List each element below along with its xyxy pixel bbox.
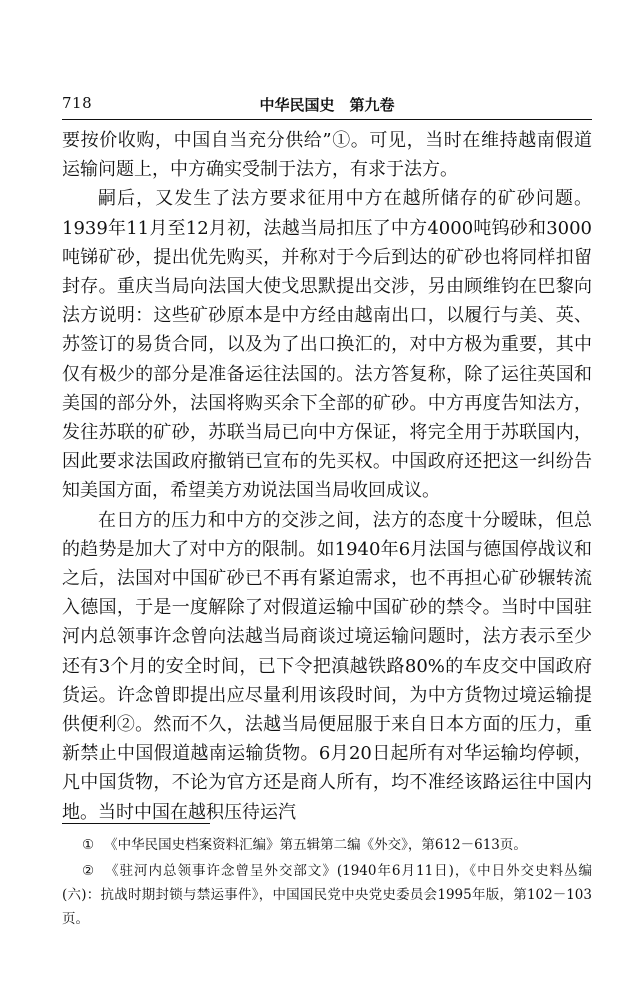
paragraph-1: 要按价收购，中国自当充分供给”①。可见，当时在维持越南假道运输问题上，中方确实受制于法方，有求于法方。 <box>62 130 592 181</box>
footnote-2-mark: ② <box>82 863 96 879</box>
footnote-2 <box>62 859 592 931</box>
paragraph-2: 嗣后，又发生了法方要求征用中方在越所储存的矿砂问题。1939年11月至12月初，法越当局扣压了中方4000吨钨砂和3000吨锑矿砂，提出优先购买，并称对于今后到达的矿砂也将同样扣留封存。重庆当局向法国大使戈思默提出交涉，另由顾维钧在巴黎向法方说明：这些矿砂原本是中方经由越南出口，以履行与美、英、苏签订的易货合同，以及为了出口换汇的，对中方极为重要，其中仅有极少的部分是准备运往法国的。法方答复称，除了运往英国和美国的部分外，法国将购买余下全部的矿砂。中方再度告知法方，发往苏联的矿砂，苏联当局已向中方保证，将完全用于苏联国内，因此要求法国政府撤销已宣布的先买权。中国政府还把这一纠纷告知美国方面，希望美方劝说法国当局收回成议。 <box>62 188 592 502</box>
running-title: 中华民国史 第九卷 <box>259 96 395 114</box>
page-header <box>62 94 592 116</box>
header-rule <box>62 119 592 120</box>
footnote-1-mark: ① <box>82 837 95 853</box>
footnote-1 <box>62 833 592 857</box>
body-text <box>62 126 592 827</box>
footnote-1-text: 《中华民国史档案资料汇编》第五辑第二编《外交》，第612－613页。 <box>104 837 527 853</box>
footnotes <box>62 833 592 933</box>
footnote-2-text: 《驻河内总领事许念曾呈外交部文》(1940年6月11日)，《中日外交史料丛编(六)：抗战时期封锁与禁运事件》，中国国民党中央党史委员会1995年版，第102－103页。 <box>62 863 592 927</box>
footnote-rule <box>62 823 210 824</box>
paragraph-3: 在日方的压力和中方的交涉之间，法方的态度十分暧昧，但总的趋势是加大了对中方的限制。如1940年6月法国与德国停战议和之后，法国对中国矿砂已不再有紧迫需求，也不再担心矿砂辗转流入德国，于是一度解除了对假道运输中国矿砂的禁令。当时中国驻河内总领事许念曾向法越当局商谈过境运输问题时，法方表示至少还有3个月的安全时间，已下令把滇越铁路80%的车皮交中国政府货运。许念曾即提出应尽量利用该段时间，为中方货物过境运输提供便利②。然而不久，法越当局便屈服于来自日本方面的压力，重新禁止中国假道越南运输货物。6月20日起所有对华运输均停顿，凡中国货物，不论为官方还是商人所有，均不准经该路运往中国内地。当时中国在越积压待运汽 <box>62 509 592 823</box>
page-number: 718 <box>62 94 93 112</box>
